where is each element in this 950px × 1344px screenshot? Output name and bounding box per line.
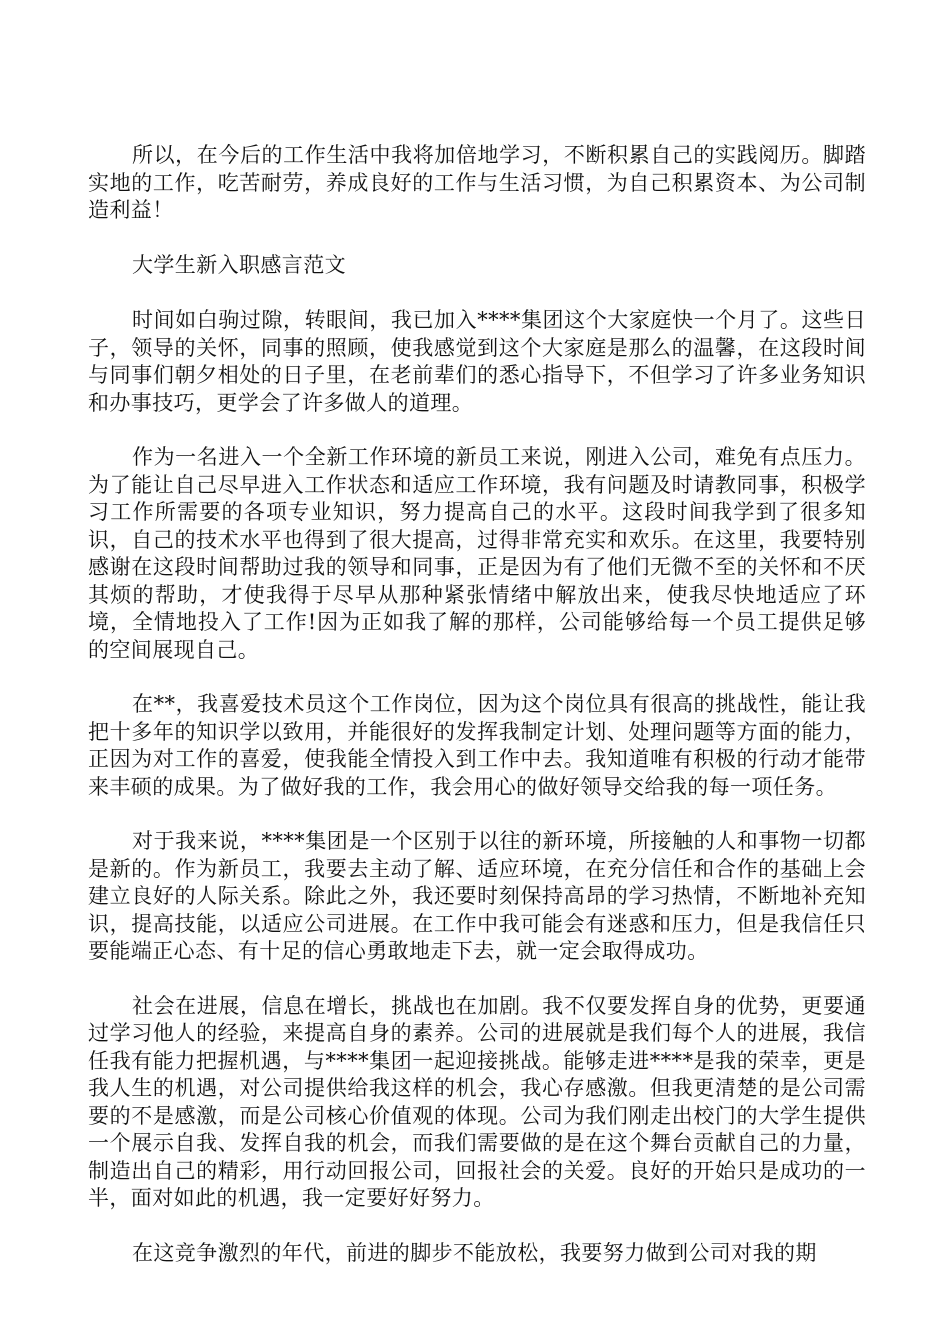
document-page	[88, 142, 866, 1267]
section-title: 大学生新入职感言范文	[132, 252, 346, 277]
paragraph-closing-intro: 所以，在今后的工作生活中我将加倍地学习，不断积累自己的实践阅历。脚踏实地的工作，吃苦耐劳，养成良好的工作与生活习惯，为自己积累资本、为公司制造利益！	[88, 143, 866, 222]
paragraph-society-progress: 社会在进展，信息在增长，挑战也在加剧。我不仅要发挥自身的优势，更要通过学习他人的经验，来提高自身的素养。公司的进展就是我们每个人的进展，我信任我有能力把握机遇，与****集团一起迎接挑战。能够走进****是我的荣幸，更是我人生的机遇，对公司提供给我这样的机会，我心存感激。但我更清楚的是公司需要的不是感激，而是公司核心价值观的体现。公司为我们刚走出校门的大学生提供一个展示自我、发挥自我的机会，而我们需要做的是在这个舞台贡献自己的力量，制造出自己的精彩，用行动回报公司，回报社会的关爱。良好的开始只是成功的一半，面对如此的机遇，我一定要好好努力。	[88, 993, 866, 1210]
paragraph-competition: 在这竞争激烈的年代，前进的脚步不能放松，我要努力做到公司对我的期	[132, 1240, 817, 1265]
paragraph-time-flies: 时间如白驹过隙，转眼间，我已加入****集团这个大家庭快一个月了。这些日子，领导的关怀，同事的照顾，使我感觉到这个大家庭是那么的温馨，在这段时间与同事们朝夕相处的日子里，在老前辈们的悉心指导下，不但学习了许多业务知识和办事技巧，更学会了许多做人的道理。	[88, 308, 866, 415]
paragraph-technician-role: 在**，我喜爱技术员这个工作岗位，因为这个岗位具有很高的挑战性，能让我把十多年的知识学以致用，并能很好的发挥我制定计划、处理问题等方面的能力，正因为对工作的喜爱，使我能全情投入到工作中去。我知道唯有积极的行动才能带来丰硕的成果。为了做好我的工作，我会用心的做好领导交给我的每一项任务。	[88, 692, 866, 799]
paragraph-new-employee: 作为一名进入一个全新工作环境的新员工来说，刚进入公司，难免有点压力。为了能让自己尽早进入工作状态和适应工作环境，我有问题及时请教同事，积极学习工作所需要的各项专业知识，努力提高自己的水平。这段时间我学到了很多知识，自己的技术水平也得到了很大提高，过得非常充实和欢乐。在这里，我要特别感谢在这段时间帮助过我的领导和同事，正是因为有了他们无微不至的关怀和不厌其烦的帮助，才使我得于尽早从那种紧张情绪中解放出来，使我尽快地适应了环境，全情地投入了工作!因为正如我了解的那样，公司能够给每一个员工提供足够的空间展现自己。	[88, 445, 866, 662]
paragraph-new-environment: 对于我来说，****集团是一个区别于以往的新环境，所接触的人和事物一切都是新的。作为新员工，我要去主动了解、适应环境，在充分信任和合作的基础上会建立良好的人际关系。除此之外，我还要时刻保持高昂的学习热情，不断地补充知识，提高技能，以适应公司进展。在工作中我可能会有迷惑和压力，但是我信任只要能端正心态、有十足的信心勇敢地走下去，就一定会取得成功。	[88, 829, 866, 963]
